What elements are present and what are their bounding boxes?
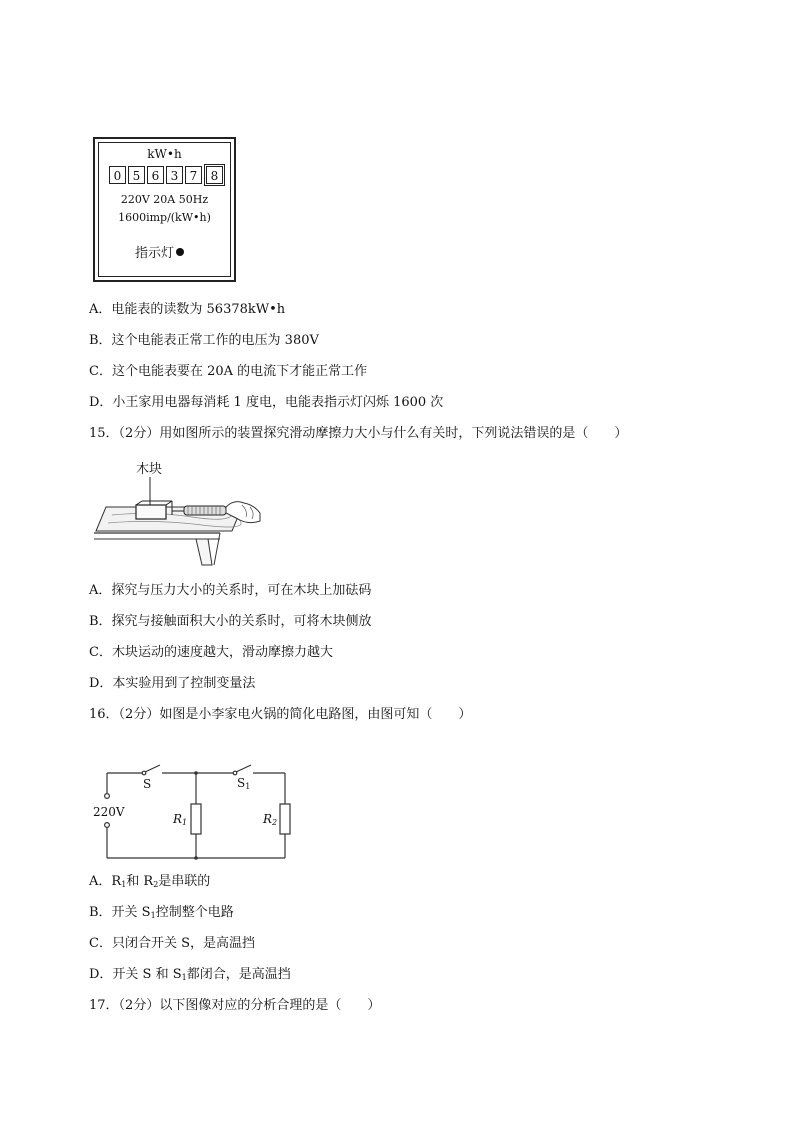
- q15-option-d: D．本实验用到了控制变量法: [89, 676, 256, 691]
- q17-stem: 17．（2分）以下图像对应的分析合理的是（ ）: [89, 998, 381, 1013]
- electric-meter-figure: [93, 137, 236, 282]
- q14-option-b: B．这个电能表正常工作的电压为 380V: [89, 333, 319, 348]
- q14-option-a: A．电能表的读数为 56378kW•h: [89, 302, 286, 317]
- meter-digit: 5: [128, 166, 145, 184]
- switch-s-label: S: [143, 777, 152, 791]
- r1-main: R: [173, 812, 183, 826]
- r2-main: R: [263, 812, 273, 826]
- indicator-label: 指示灯: [135, 246, 175, 261]
- meter-digit: 3: [166, 166, 183, 184]
- switch-s1-label: [237, 776, 250, 791]
- q14-option-d: D．小王家用电器每消耗 1 度电，电能表指示灯闪烁 1600 次: [89, 395, 444, 410]
- meter-digit: 0: [109, 166, 126, 184]
- r2-label: [263, 812, 277, 827]
- circuit-diagram: [90, 760, 300, 865]
- meter-indicator: [135, 242, 184, 261]
- q16-option-a: [89, 873, 210, 894]
- meter-spec-rating: 220V 20A 50Hz: [120, 193, 209, 206]
- meter-digit: 6: [147, 166, 164, 184]
- r1-label: [173, 812, 187, 827]
- meter-unit: kW•h: [147, 147, 182, 161]
- meter-digits: [109, 166, 225, 184]
- opt-text: 是串联的: [158, 874, 211, 889]
- q16-option-d: [89, 966, 291, 987]
- opt-text: B．开关 S: [89, 905, 151, 920]
- meter-digit: 7: [185, 166, 202, 184]
- opt-text: 和 R: [126, 874, 154, 889]
- opt-text: D．开关 S 和 S: [89, 967, 182, 982]
- r1-sub: 1: [182, 818, 188, 827]
- q16-option-c: C．只闭合开关 S，是高温挡: [89, 936, 255, 951]
- r2-sub: 2: [272, 818, 278, 827]
- switch-s1-sub: 1: [245, 782, 251, 791]
- opt-sub: 2: [153, 880, 159, 889]
- meter-inner-frame: [98, 142, 231, 277]
- source-voltage-label: 220V: [93, 805, 125, 819]
- opt-sub: 1: [121, 880, 127, 889]
- q15-option-c: C．木块运动的速度越大，滑动摩擦力越大: [89, 645, 333, 660]
- opt-text: A．R: [89, 874, 122, 889]
- friction-experiment-figure: [92, 455, 267, 567]
- meter-digit-decimal: 8: [206, 166, 223, 184]
- block-label: 木块: [136, 462, 163, 477]
- opt-text: 都闭合，是高温挡: [186, 967, 291, 982]
- opt-text: 控制整个电路: [155, 905, 234, 920]
- q16-stem: 16．（2分）如图是小李家电火锅的简化电路图，由图可知（ ）: [89, 707, 472, 722]
- q15-stem: 15．（2分）用如图所示的装置探究滑动摩擦力大小与什么有关时，下列说法错误的是（ ）: [89, 426, 628, 441]
- q16-option-b: [89, 904, 234, 925]
- friction-apparatus-illustration: [92, 455, 267, 567]
- q15-option-b: B．探究与接触面积大小的关系时，可将木块侧放: [89, 614, 372, 629]
- opt-sub: 1: [150, 911, 156, 920]
- q15-option-a: A．探究与压力大小的关系时，可在木块上加砝码: [89, 583, 372, 598]
- q14-option-c: C．这个电能表要在 20A 的电流下才能正常工作: [89, 364, 368, 379]
- switch-s1-main: S: [237, 776, 246, 790]
- opt-sub: 1: [181, 973, 187, 982]
- meter-spec-imp: 1600imp/(kW•h): [118, 211, 211, 224]
- indicator-light-icon: [176, 248, 184, 256]
